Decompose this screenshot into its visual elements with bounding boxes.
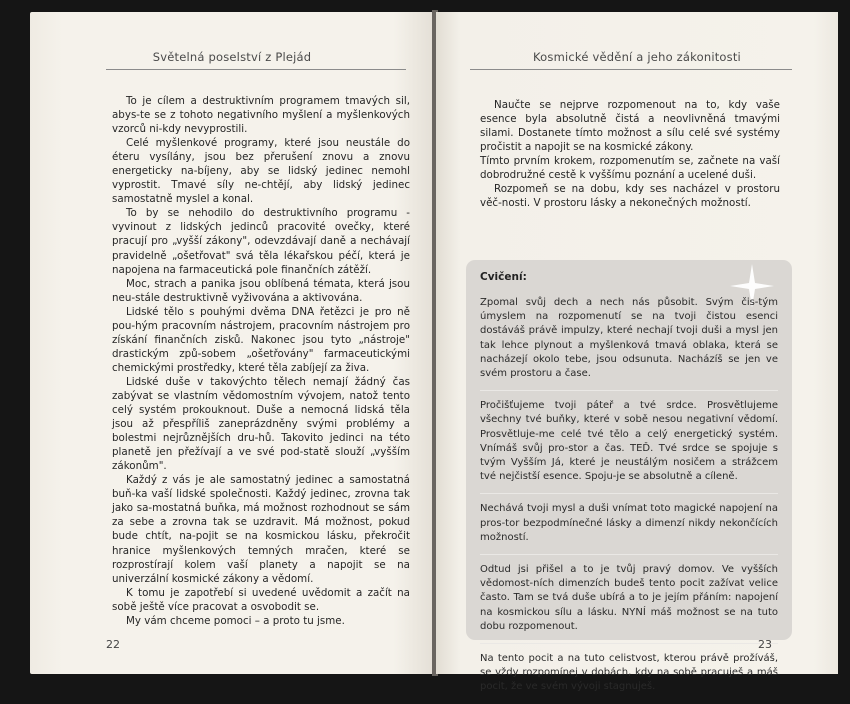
running-head: Světelná poselství z Plejád [152,50,312,64]
exercise-title: Cvičení: [480,271,527,283]
paragraph: Rozpomeň se na dobu, kdy ses nacházel v prostoru věč-nosti. V prostoru lásky a nekonečných možností. [480,183,780,210]
open-book [8,6,842,693]
paragraph: Moc, strach a panika jsou oblíbená témata, která jsou neu-stále destruktivně vyživována a aktivována. [112,277,410,304]
paragraph: Tímto prvním krokem, rozpomenutím se, začnete na vaší dobrodružné cestě k vyššímu poznání a ucelené duši. [480,155,780,182]
paragraph: To je cílem a destruktivním programem tmavých sil, abys-te se z tohoto negativního myšlení a myšlenkových vzorců ni-kdy nevyprostili. [112,95,410,136]
right-page [436,12,838,693]
running-head: Kosmické vědění a jeho zákonitosti [533,50,741,64]
paragraph: Každý z vás je ale samostatný jedinec a samostatná buň-ka vaší lidské společnosti. Každý jedinec, zrovna tak jako sa-mostatná buňka, má možnost rozhodnout se sám za sebe a zrovna tak se uzdravit. Má možnost, pokud bude chtít, na-pojit se na kosmickou lásku, překročit hranice myšlenkových temných mračen, které se rozprostírají kolem vaší planety a napojit se na univerzální kosmické zákony a vědomí. [112,474,410,585]
header-rule [470,69,792,70]
paragraph: Celé myšlenkové programy, které jsou neustále do éteru vysílány, jsou bez přerušení znovu a znovu energeticky na-bíjeny, aby se lidský jedinec nemohl vyprostit. Tmavé síly ne-chtějí, aby lidský jedinec samostatně myslel a konal. [112,137,410,206]
exercise-paragraph: Nechává tvoji mysl a duši vnímat toto magické napojení na pros-tor bezpodmínečné lásky a dimenzí nikdy nekončících možností. [480,493,778,554]
paragraph: Lidské duše v takovýchto tělech nemají žádný čas zabývat se vlastním vědomostním vývojem, natož tento celý systém prokouknout. Duše a nemocná lidská těla jsou až přespříliš zaneprázdněny svými problémy a bolestmi nejrůznějších dru-hů. Takovito jedinci na této planetě jen přežívají a ve své pod-statě slouží „vyšším zákonům". [112,375,410,473]
paragraph: Lidské tělo s pouhými dvěma DNA řetězci je pro ně pou-hým pracovním nástrojem, pracovním nástrojem pro získání finančních zisků. Nakonec jsou tyto „nástroje" drastickým způ-sobem „ošetřovány" farmaceutickými chemickými prostředky, které těla zabíjejí za živa. [112,305,410,374]
page-number: 23 [758,638,772,651]
exercise-paragraph: Na tento pocit a na tuto celistvost, kterou právě prožíváš, se vždy rozpomínej v dobách, kdy na sobě pracuješ a máš pocit, že ve svém vývoji stagnuješ. [480,643,778,704]
page-number: 22 [106,638,120,651]
exercise-paragraph: Zpomal svůj dech a nech nás působit. Svým čis-tým úmyslem na rozpomenutí se na tvoji čistou esenci dostáváš právě impulzy, které nechají tvoji duši a mysl jen tak lehce plynout a myšlenková tmavá oblaka, která se nacházejí okolo tebe, jsou odsunuta. Nacházíš se jen ve svém prostoru a čase. [480,297,778,380]
paragraph: My vám chceme pomoci – a proto tu jsme. [126,614,345,627]
paragraph: Naučte se nejprve rozpomenout na to, kdy vaše esence byla absolutně čistá a neovlivněná tmavými silami. Dostanete tímto možnost a sílu celé své systémy pročistit a napojit se na kosmické zákony. [480,99,780,154]
paragraph: K tomu je zapotřebí si uvedené uvědomit a začít na sobě ještě více pracovat a osvobodit se. [112,586,410,613]
body-text [112,94,410,628]
exercise-body [480,290,778,704]
left-page [30,12,434,674]
body-text [480,98,780,210]
paragraph: To by se nehodilo do destruktivního programu - vyvinout z lidských jedinců pracovité ovečky, které pracují pro „vyšší zákony", odevzdávají daně a nechávají pravidelně „ošetřovat" svá těla lékařskou péčí, která je napojena na farmaceutická pole finančních zátěží. [112,207,410,276]
exercise-paragraph: Pročišťujeme tvoji páteř a tvé srdce. Prosvětlujeme všechny tvé buňky, které v sobě nesou negativní vědomí. Prosvětluje-me celé tvé tělo a celý energetický systém. Vnímáš svůj pro-stor a čas. TEĎ. Tvé srdce se spojuje s tvým Vyšším Já, které je neustálým nosičem a strážcem tvé nejčistší esence. Spoju-je se absolutně a cíleně. [480,390,778,493]
exercise-paragraph: Odtud jsi přišel a to je tvůj pravý domov. Ve vyšších vědomost-ních dimenzích budeš tento pocit zažívat velice často. Tam se tvá duše ubírá a to je jejím přáním: napojení na kosmickou sílu a lásku. NYNÍ máš možnost se na tuto dobu rozpomenout. [480,554,778,643]
header-rule [106,69,406,70]
